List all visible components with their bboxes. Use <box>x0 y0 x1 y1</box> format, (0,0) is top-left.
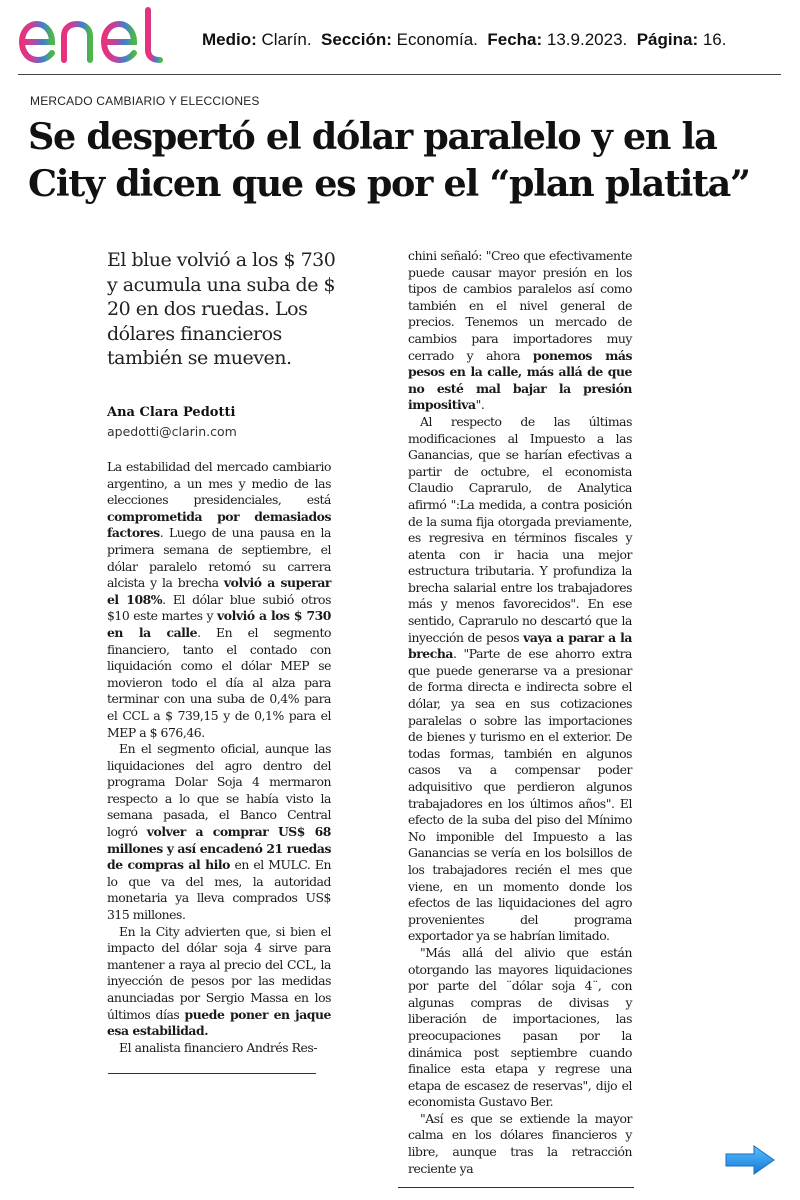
medio-value: Clarín. <box>261 30 312 49</box>
fecha-value: 13.9.2023. <box>546 30 628 49</box>
headline: Se despertó el dólar paralelo y en la City dicen que es por el “plan platita” <box>28 115 750 205</box>
pagina-label: Página: <box>636 30 699 49</box>
paragraph: El analista financiero Andrés Res- <box>119 1039 318 1055</box>
paragraph: chini señaló: "Creo que efectivamente puede causar mayor presión en los tipos de cambios paralelos así como también en el nivel general de precios. Tenemos un mercado de cambios para importadores muy cerrado y ahora ponemos más pesos en la calle, más allá de que no esté mal bajar la presión impositiva". <box>408 248 632 413</box>
medio-label: Medio: <box>202 30 257 49</box>
fecha-label: Fecha: <box>487 30 543 49</box>
author-email: apedotti@clarin.com <box>107 424 237 439</box>
press-clipping-info <box>202 30 726 50</box>
seccion-value: Economía. <box>396 30 478 49</box>
paragraph: "Más allá del alivio que están otorgando las mayores liquidaciones por parte del ¨dólar soja 4¨, con algunas compras de divisas y liberación de importaciones, las preocupaciones pasan por la dinámica post septiembre cuando finalice esta etapa y regrese una etapa de escasez de reservas", dijo el economista Gustavo Ber. <box>408 944 632 1110</box>
enel-logo <box>14 4 184 68</box>
paragraph: Al respecto de las últimas modificaciones al Impuesto a las Ganancias, que se harían efectivas a partir de octubre, el economista Claudio Caprarulo, de Analytica afirmó ":La medida, a contra posición de la suma fija otorgada previamente, es regresiva en términos fiscales y atenta con ir hacia una mejor estructura tributaria. Y profundiza la brecha salarial entre los trabajadores más y menos favorecidos". En ese sentido, Caprarulo no descartó que la inyección de pesos vaya a parar a la brecha. "Parte de ese ahorro extra que puede generarse va a presionar de forma directa e indirecta sobre el dólar, ya sea en sus cotizaciones paralelas o sobre las importaciones de bienes y turismo en el exterior. De todas formas, también en algunos casos va a compensar poder adquisitivo que perdieron algunos trabajadores en los últimos años". El efecto de la suba del piso del Mínimo No imponible del Impuesto a las Ganancias se vería en los bolsillos de los trabajadores recién el mes que viene, en un momento donde los efectos de las liquidaciones del agro provenientes del programa exportador ya se habrían limitado. <box>408 413 632 944</box>
paragraph: "Así es que se extiende la mayor calma en los dólares financieros y libre, aunque tras la retracción reciente ya <box>408 1110 632 1176</box>
paragraph: En la City advierten que, si bien el impacto del dólar soja 4 sirve para mantener a raya al precio del CCL, la inyección de pesos por las medidas anunciadas por Sergio Massa en los últimos días puede poner en jaque esa estabilidad. <box>107 923 331 1039</box>
article-column-2 <box>408 248 632 1177</box>
section-kicker: MERCADO CAMBIARIO Y ELECCIONES <box>30 94 260 108</box>
column-end-rule <box>108 1073 316 1074</box>
header-divider <box>18 74 781 75</box>
pagina-value: 16. <box>702 30 727 49</box>
paragraph: En el segmento oficial, aunque las liquidaciones del agro dentro del programa Dolar Soja 4 mermaron respecto a lo que se había visto la semana pasada, el Banco Central logró volver a comprar US$ 68 millones y así encadenó 21 ruedas de compras al hilo en el MULC. En lo que va del mes, la autoridad monetaria ya lleva comprados US$ 315 millones. <box>107 741 331 923</box>
seccion-label: Sección: <box>321 30 392 49</box>
paragraph: La estabilidad del mercado cambiario argentino, a un mes y medio de las elecciones presidenciales, está comprometida por demasiados factores. Luego de una pausa en la primera semana de septiembre, el dólar paralelo retomó su carrera alcista y la brecha volvió a superar el 108%. El dólar blue subió otros $10 este martes y volvió a los $ 730 en la calle. En el segmento financiero, tanto el contado con liquidación como el dólar MEP se movieron todo el día al alza para terminar con una suba de 0,4% para el CCL a $ 739,15 y de 0,1% para el MEP a $ 676,46. <box>107 459 332 740</box>
article-column-1 <box>107 459 331 1056</box>
arrow-right-icon[interactable] <box>724 1143 776 1177</box>
article-deck: El blue volvió a los $ 730 y acumula una suba de $ 20 en dos ruedas. Los dólares financieros también se mueven. <box>107 249 336 369</box>
column-end-rule <box>398 1187 634 1188</box>
author-name: Ana Clara Pedotti <box>107 405 236 420</box>
